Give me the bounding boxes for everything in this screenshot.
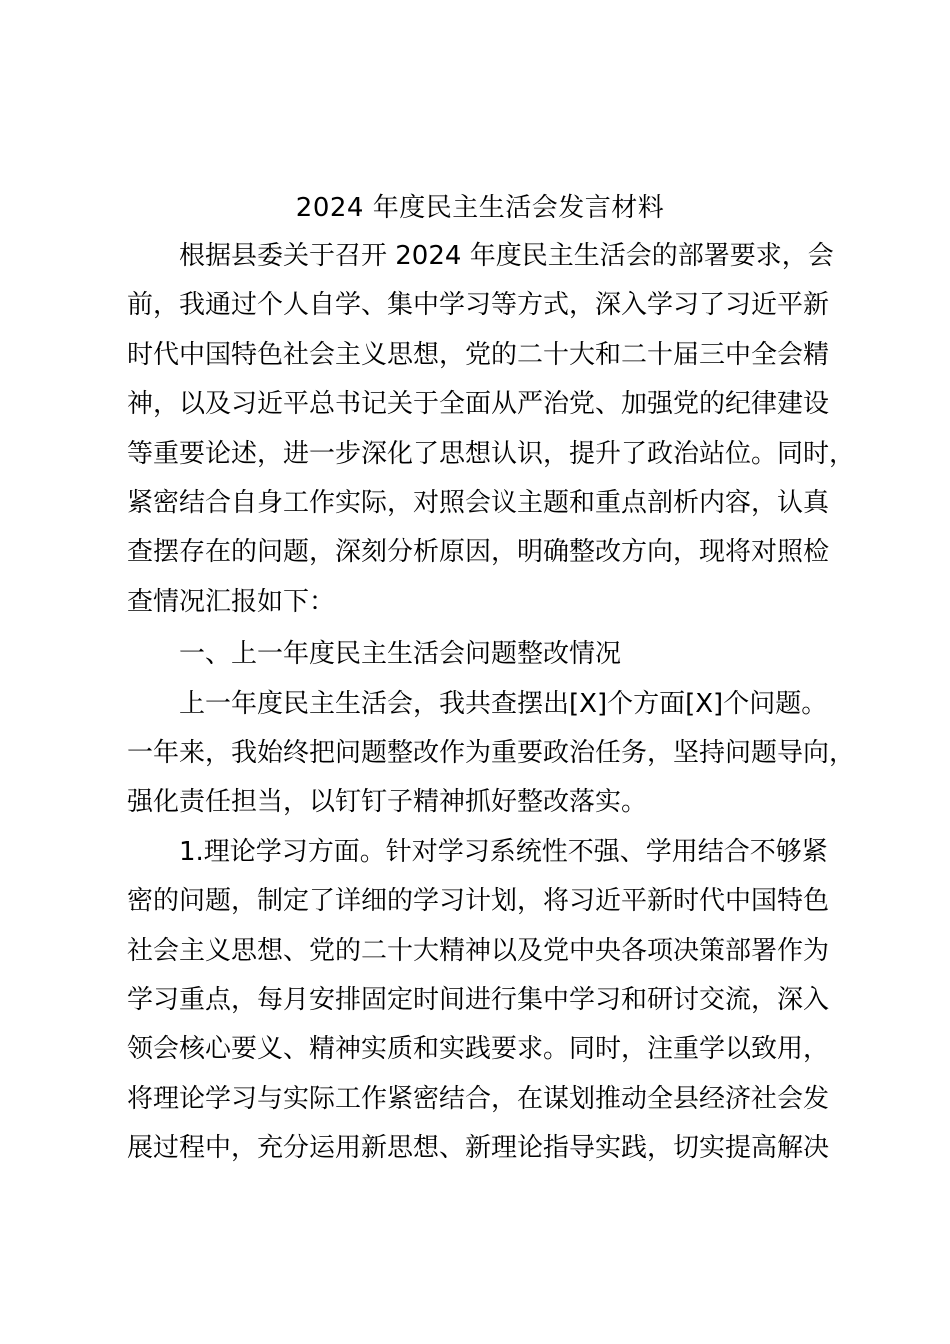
paragraph-line: 一年来，我始终把问题整改作为重要政治任务，坚持问题导向， [127,738,856,768]
paragraph-line: 等重要论述，进一步深化了思想认识，提升了政治站位。同时， [127,439,856,469]
paragraph-line: 密的问题，制定了详细的学习计划，将习近平新时代中国特色 [127,886,830,916]
paragraph-line: 时代中国特色社会主义思想，党的二十大和二十届三中全会精 [127,340,830,370]
paragraph-line: 神，以及习近平总书记关于全面从严治党、加强党的纪律建设 [127,389,830,419]
paragraph-line: 将理论学习与实际工作紧密结合，在谋划推动全县经济社会发 [127,1084,830,1114]
paragraph-line: 社会主义思想、党的二十大精神以及党中央各项决策部署作为 [127,936,830,966]
paragraph-line: 上一年度民主生活会，我共查摆出[X]个方面[X]个问题。 [179,689,828,719]
paragraph-line: 展过程中，充分运用新思想、新理论指导实践，切实提高解决 [127,1133,830,1163]
paragraph-line: 根据县委关于召开 2024 年度民主生活会的部署要求，会 [179,241,834,271]
paragraph-line: 紧密结合自身工作实际，对照会议主题和重点剖析内容，认真 [127,488,830,518]
section-heading: 一、上一年度民主生活会问题整改情况 [179,639,622,669]
paragraph-line: 查情况汇报如下： [127,587,336,617]
document-title: 2024 年度民主生活会发言材料 [295,193,665,223]
paragraph-line: 1.理论学习方面。针对学习系统性不强、学用结合不够紧 [179,837,828,867]
paragraph-line: 查摆存在的问题，深刻分析原因，明确整改方向，现将对照检 [127,537,830,567]
paragraph-line: 前，我通过个人自学、集中学习等方式，深入学习了习近平新 [127,290,830,320]
paragraph-line: 强化责任担当，以钉钉子精神抓好整改落实。 [127,787,648,817]
paragraph-line: 领会核心要义、精神实质和实践要求。同时，注重学以致用， [127,1034,830,1064]
paragraph-line: 学习重点，每月安排固定时间进行集中学习和研讨交流，深入 [127,985,830,1015]
